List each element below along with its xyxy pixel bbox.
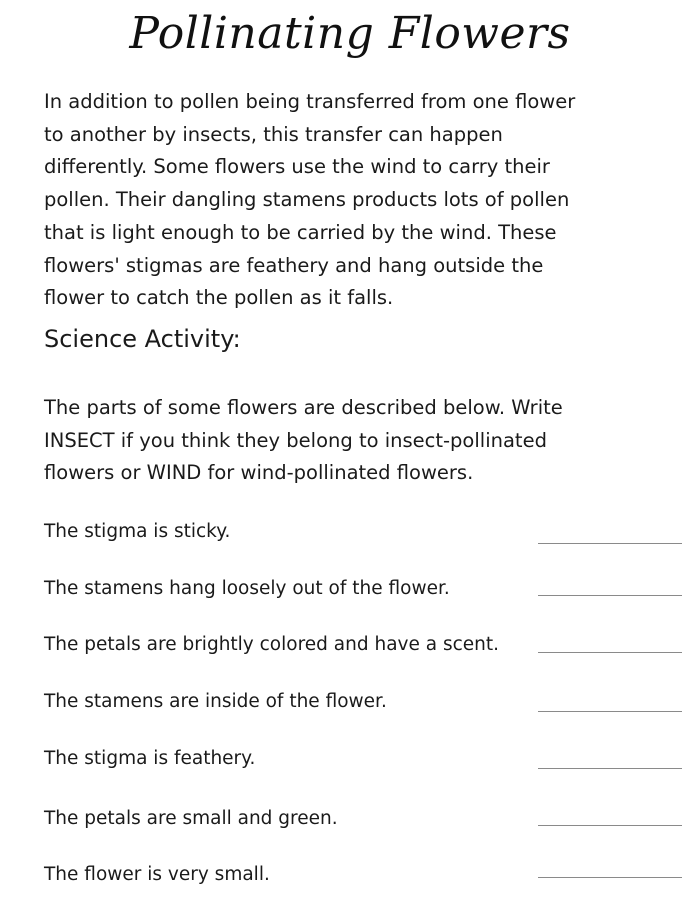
intro-line: differently. Some flowers use the wind to carry their	[44, 155, 550, 179]
question-row	[44, 806, 682, 836]
intro-line: flowers' stigmas are feathery and hang outside the	[44, 253, 544, 277]
question-text: The petals are brightly colored and have a scent.	[44, 634, 500, 655]
activity-instructions	[44, 392, 674, 490]
intro-line: In addition to pollen being transferred from one flower	[44, 90, 576, 113]
question-text: The flower is very small.	[44, 864, 270, 885]
question-row	[44, 519, 682, 549]
answer-blank[interactable]	[538, 711, 682, 712]
question-row	[44, 689, 682, 719]
instruction-line: flowers or WIND for wind-pollinated flowers.	[44, 461, 474, 485]
intro-line: that is light enough to be carried by the wind. These	[44, 220, 557, 244]
question-row	[44, 746, 682, 776]
answer-blank[interactable]	[538, 768, 682, 769]
question-text: The stigma is feathery.	[44, 748, 256, 769]
question-text: The stigma is sticky.	[44, 521, 231, 542]
question-row	[44, 862, 682, 892]
intro-paragraph	[44, 86, 674, 315]
answer-blank[interactable]	[538, 877, 682, 878]
answer-blank[interactable]	[538, 543, 682, 544]
instruction-line: The parts of some flowers are described below. Write	[44, 396, 563, 419]
page-title: Pollinating Flowers	[129, 8, 571, 59]
question-text: The stamens are inside of the flower.	[44, 691, 387, 712]
question-text: The petals are small and green.	[44, 808, 338, 829]
intro-line: pollen. Their dangling stamens products lots of pollen	[44, 188, 570, 212]
answer-blank[interactable]	[538, 595, 682, 596]
answer-blank[interactable]	[538, 652, 682, 653]
instruction-line: INSECT if you think they belong to insect-pollinated	[44, 428, 547, 452]
intro-line: flower to catch the pollen as it falls.	[44, 286, 394, 310]
question-text: The stamens hang loosely out of the flower.	[44, 578, 450, 599]
answer-blank[interactable]	[538, 825, 682, 826]
section-heading: Science Activity:	[44, 325, 241, 353]
intro-line: to another by insects, this transfer can happen	[44, 122, 503, 146]
question-row	[44, 576, 682, 606]
question-row	[44, 632, 682, 662]
